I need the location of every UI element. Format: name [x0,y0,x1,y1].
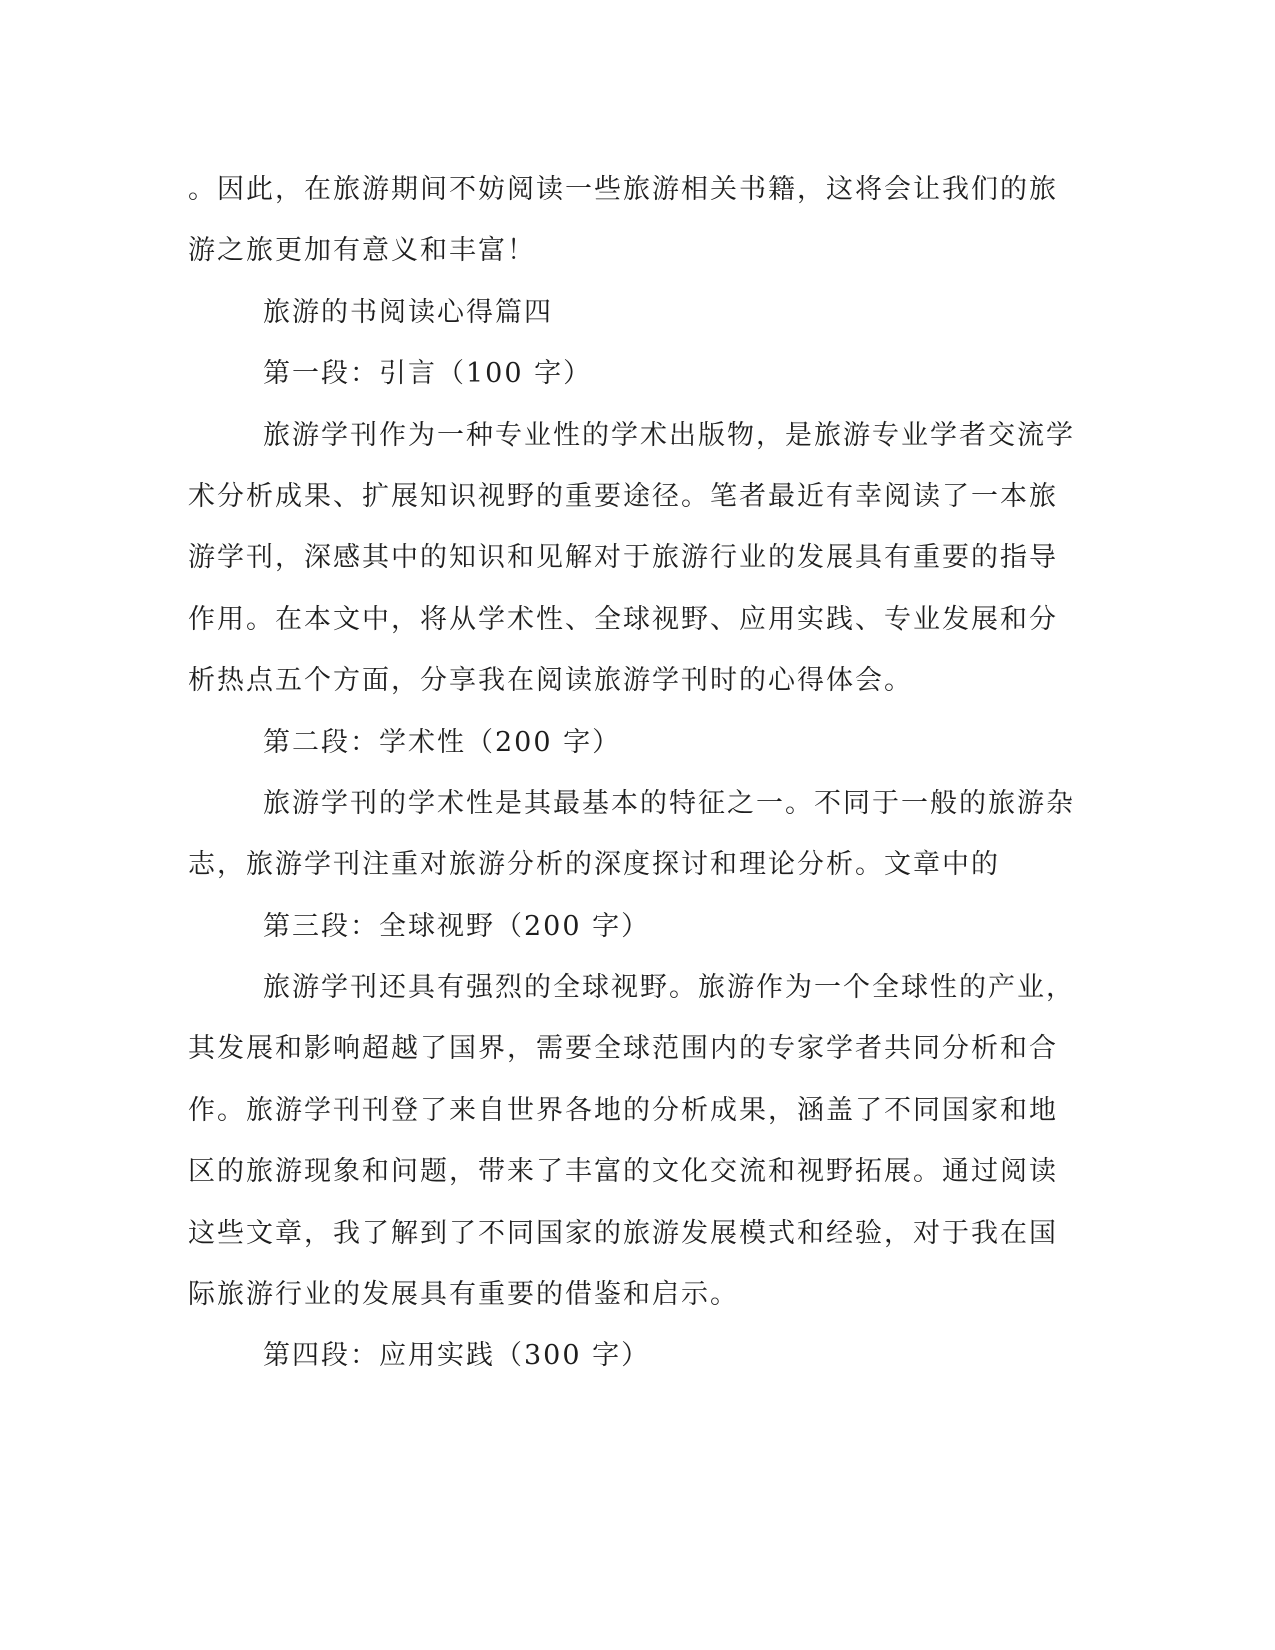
paragraph-line: 术分析成果、扩展知识视野的重要途径。笔者最近有幸阅读了一本旅 [188,480,1058,512]
paragraph-line: 析热点五个方面，分享我在阅读旅游学刊时的心得体会。 [188,665,913,697]
paragraph-line: 际旅游行业的发展具有重要的借鉴和启示。 [188,1279,739,1311]
paragraph-line: 旅游学刊的学术性是其最基本的特征之一。不同于一般的旅游杂 [263,787,1075,819]
paragraph-line: 其发展和影响超越了国界，需要全球范围内的专家学者共同分析和合 [188,1033,1058,1065]
section-title: 旅游的书阅读心得篇四 [263,296,553,328]
document-body [188,159,1075,1387]
paragraph-line: 作。旅游学刊刊登了来自世界各地的分析成果，涵盖了不同国家和地 [188,1094,1058,1126]
paragraph-line: 旅游学刊作为一种专业性的学术出版物，是旅游专业学者交流学 [263,419,1075,451]
paragraph-line: 旅游学刊还具有强烈的全球视野。旅游作为一个全球性的产业， [263,972,1075,1004]
paragraph-line: 游之旅更加有意义和丰富！ [188,235,536,267]
section-heading: 第三段：全球视野（200 字） [263,910,651,942]
paragraph-line: 志，旅游学刊注重对旅游分析的深度探讨和理论分析。文章中的 [188,849,1000,881]
paragraph-line: 游学刊，深感其中的知识和见解对于旅游行业的发展具有重要的指导 [188,542,1058,574]
section-heading: 第二段：学术性（200 字） [263,726,622,758]
paragraph-line: 作用。在本文中，将从学术性、全球视野、应用实践、专业发展和分 [188,603,1058,635]
paragraph-line: 。因此，在旅游期间不妨阅读一些旅游相关书籍，这将会让我们的旅 [188,174,1058,205]
section-heading: 第一段：引言（100 字） [263,358,593,390]
paragraph-line: 区的旅游现象和问题，带来了丰富的文化交流和视野拓展。通过阅读 [188,1156,1058,1188]
paragraph-line: 这些文章，我了解到了不同国家的旅游发展模式和经验，对于我在国 [188,1217,1058,1249]
section-heading: 第四段：应用实践（300 字） [263,1340,651,1372]
